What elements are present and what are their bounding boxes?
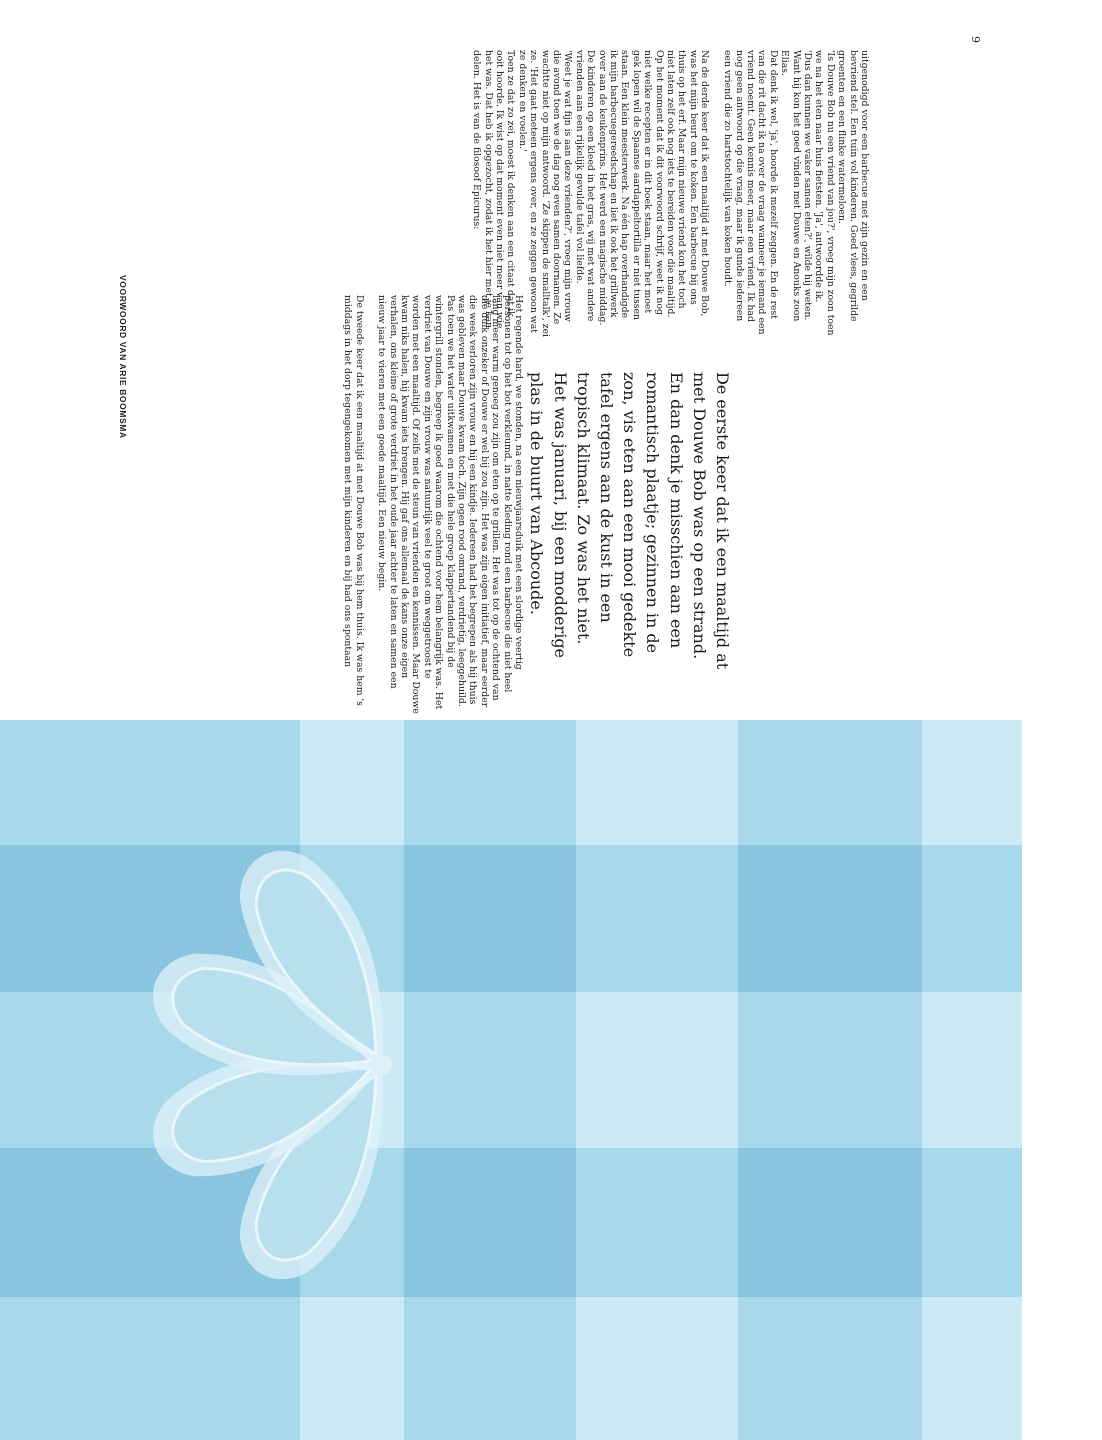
body-paragraph: Het regende hard, we stonden, na een nieuwjaarsduik met een slordige veertig personen tot op het bot verkleumd, in natte kleding rond een barbecue die niet heel lang meer warm genoeg zou zijn om eten op te grillen. Het was tot op de ochtend van die duik onzeker of Douwe er wel bij zou zijn. Het was zijn eigen initiatief, maar eerder die week verloren zijn vrouw en hij een kindje. Iedereen had het begrepen als hij thuis was gebleven maar Douwe kwam toch. Zijn ogen rood omrand, verdrietig, leeggehuild. Pas toen we het water uitkwamen en met die hele groep klappertandend bij de wintergrill stonden, begreep ik goed waarom die ochtend voor hem belangrijk was. Het verdriet van Douwe en zijn vrouw was natuurlijk veel te groot om weggetroost te worden met een maaltijd. Of zelfs met de steun van vrienden en kennissen. Maar Douwe kwam niks halen, hij kwam iets brengen. Hij gaf ons allemaal de kans onze eigen verhalen, ons kleine of grote verdriet in het oude jaar achter te laten en samen een nieuw jaar te vieren met een goede maaltijd. Een nieuw begin. — [376, 295, 524, 714]
photo-illustration — [0, 720, 1022, 1440]
body-paragraph: De tweede keer dat ik een maaltijd at met Douwe Bob was bij hem thuis. Ik was hem 's middags in het dorp tegengekomen met mijn kinderen en bij had ons spontaan — [342, 295, 365, 706]
gingham-lemon-photo — [0, 720, 1022, 1440]
running-head: VOORWOORD VAN ARIE BOOMSMA — [118, 275, 128, 439]
page-number: 9 — [969, 36, 982, 43]
intro-paragraph: De eerste keer dat ik een maaltijd at met Douwe Bob was op een strand. En dan denk je misschien aan een romantisch plaatje; gezinnen in de zon, vis eten aan een mooi gedekte tafel ergens aan de kust in een tropisch klimaat. Zo was het niet. Het was januari, bij een modderige plas in de buurt van Abcoude. — [527, 372, 732, 670]
body-column-right: uitgenodigd voor een barbecue met zijn gezin en een bevriend stel. Een tuin vol kinderen. Goed vlees, gegrilde groenten en een flinke watermeloen. 'Is Douwe Bob nu een vriend van jou?', vroeg mijn zoon toen we na het eten naar huis fietsten. 'Ja', antwoordde ik. 'Dus dan kunnen we vaker samen eten?', wilde hij weten. Want hij kon het goed vinden met Douwe en Anouks zoon Elias. Dat denk ik wel, 'ja', hoorde ik mezelf zeggen. En de rest van die rit dacht ik na over de vraag wanneer je iemand een vriend noemt. Geen kennis meer, maar een vriend. Ik had nog geen antwoord op die vraag, maar ik gunde iedereen een vriend die zo hartstochtelijk van koken houdt. Na de derde keer dat ik een maaltijd at met Douwe Bob, was het mijn beurt om te koken. Een barbecue bij ons thuis op het erf. Maar mijn nieuwe vriend kon het toch niet laten zelf ook nog iets te bereiden voor die maaltijd. Op het moment dat ik dit voorwoord schrijf, weet ik nog niet welke recepten er in dit boek staan, maar het moet gek lopen wil de Spaanse aardappeltortilla er niet tussen staan. Een klein meesterwerk. Na één hap overhandigde ik mijn barbecuegereedschap en liet ik ook het grillwerk over aan de keukenprins. Het werd een magische middag. De kinderen op een kleed in het gras, wij met wat andere vrienden aan een rijkelijk gevulde tafel vol liefde. 'Weet je wat fijn is aan deze vrienden?', vroeg mijn vrouw die avond toen we de dag nog even samen doornamen. Ze wachtte niet op mijn antwoord. 'Ze skippen de smalltalk', zei ze. 'Het gaat meteen ergens over, en ze zeggen gewoon wat ze denken en voelen.' Toen ze dat zo zei, moest ik denken aan een citaat dat ik ooit hoorde. Ik wist op dat moment even niet meer van wie het was. Dat heb ik opgezocht, zodat ik het hier met je kan delen. Het is van de filosoof Epicurus: — [471, 50, 870, 338]
lemon-core — [372, 1055, 392, 1075]
